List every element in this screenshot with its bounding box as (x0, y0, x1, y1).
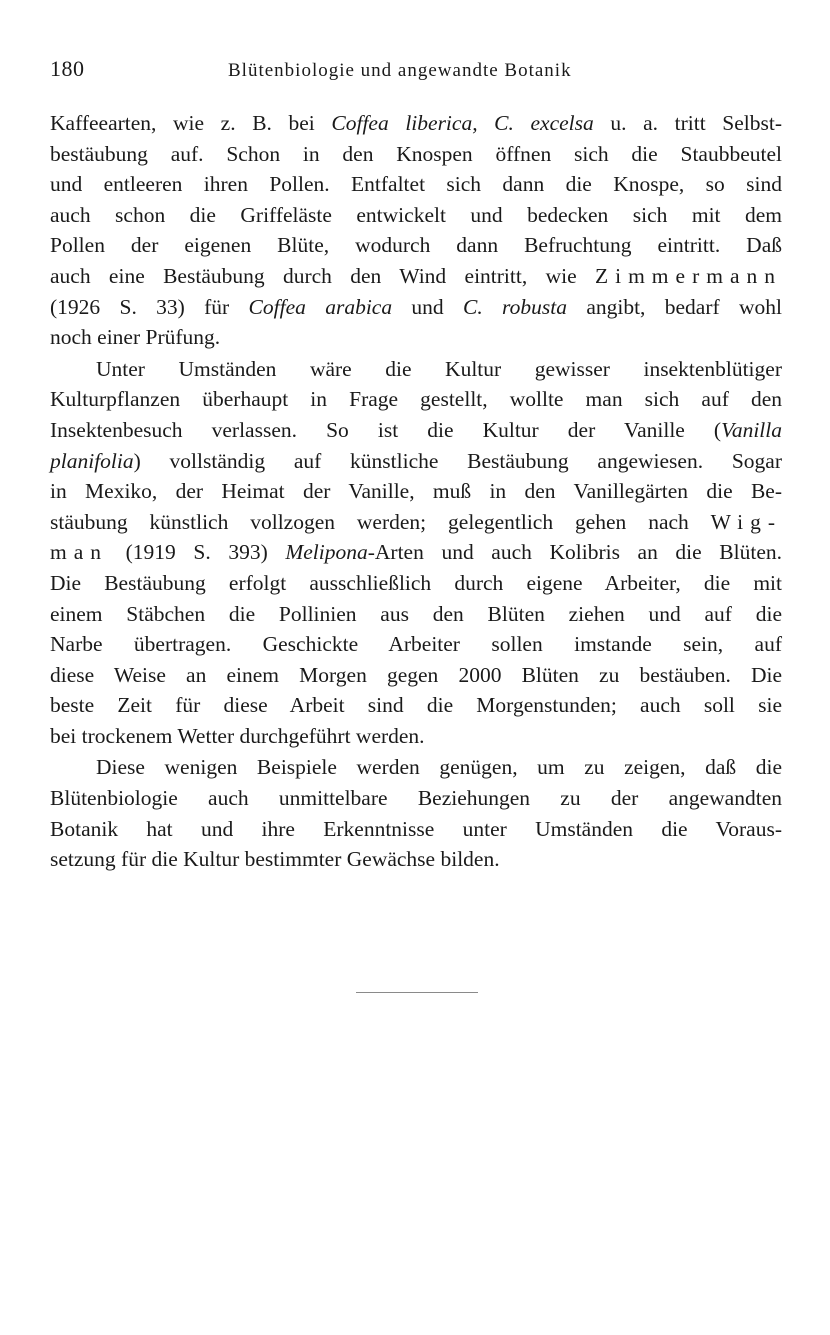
paragraph (50, 108, 782, 353)
spaced-name: Zimmermann (594, 263, 782, 288)
text-run: u. a. tritt Selbst- (593, 111, 782, 135)
text-run: Narbe übertragen. Geschickte Arbeiter sollen imstande sein, auf (50, 632, 782, 657)
text-run: bestäubung auf. Schon in den Knospen öffnen sich die Staubbeutel (50, 141, 782, 166)
text-line (50, 568, 782, 599)
text-run: Botanik hat und ihre Erkenntnisse unter Umständen die Voraus- (50, 816, 782, 841)
running-head (50, 56, 782, 86)
text-line (50, 446, 782, 477)
italic-text: Vanilla (721, 417, 782, 442)
text-run: auch schon die Griffeläste entwickelt und bedecken sich mit dem (50, 202, 782, 227)
italic-text: C. robusta (463, 294, 567, 319)
italic-text: Melipona (285, 540, 368, 565)
text-line (50, 721, 782, 752)
text-line (50, 384, 782, 415)
text-run: Die Bestäubung erfolgt ausschließlich durch eigene Arbeiter, die mit (50, 570, 782, 595)
text-run: Pollen der eigenen Blüte, wodurch dann Befruchtung eintritt. Daß (50, 233, 782, 258)
spaced-name: Wig- (710, 509, 782, 534)
text-run: auch eine Bestäubung durch den Wind eintritt, wie (50, 263, 595, 288)
text-line (50, 752, 782, 783)
text-line (50, 507, 782, 538)
text-run: Kulturpflanzen überhaupt in Frage gestellt, wollte man sich auf den (50, 387, 782, 412)
italic-text: Coffea arabica (248, 294, 393, 319)
paragraph (50, 752, 782, 874)
text-line (50, 292, 782, 323)
text-line (50, 599, 782, 630)
text-run: noch einer Prüfung. (50, 325, 221, 350)
text-run: Diese wenigen Beispiele werden genügen, um zu zeigen, daß die (96, 755, 782, 780)
body-text (50, 108, 782, 875)
text-line (50, 139, 782, 170)
text-line (50, 690, 782, 721)
text-run: (1926 S. 33) für (50, 294, 249, 319)
text-line (50, 230, 782, 261)
text-run: und (392, 294, 464, 319)
text-run: Unter Umständen wäre die Kultur gewisser insektenblütiger (96, 356, 782, 381)
text-run: in Mexiko, der Heimat der Vanille, muß in den Vanillegärten die Be- (50, 479, 782, 504)
text-run: einem Stäbchen die Pollinien aus den Blüten ziehen und auf die (50, 601, 782, 626)
paragraph (50, 354, 782, 752)
text-line (50, 200, 782, 231)
text-run: stäubung künstlich vollzogen werden; gelegentlich gehen nach (50, 509, 711, 534)
page-number: 180 (50, 56, 85, 81)
text-line (50, 354, 782, 385)
text-line (50, 814, 782, 845)
text-run: beste Zeit für diese Arbeit sind die Morgenstunden; auch soll sie (50, 693, 782, 718)
running-title: Blütenbiologie und angewandte Botanik (228, 60, 572, 81)
text-line (50, 169, 782, 200)
text-run: Insektenbesuch verlassen. So ist die Kultur der Vanille ( (50, 417, 722, 442)
text-line (50, 261, 782, 292)
text-run: (1919 S. 393) (108, 540, 286, 565)
text-line (50, 629, 782, 660)
text-run: ) vollständig auf künstliche Bestäubung angewiesen. Sogar (133, 448, 782, 473)
text-run: Kaffeearten, wie z. B. bei (50, 111, 332, 135)
italic-text: Coffea liberica, C. excelsa (331, 111, 594, 135)
text-run: bei trockenem Wetter durchgeführt werden. (50, 723, 425, 748)
text-run: angibt, bedarf wohl (566, 294, 782, 319)
text-line (50, 476, 782, 507)
spaced-name: man (50, 540, 109, 565)
italic-text: planifolia (50, 448, 134, 473)
text-line (50, 844, 782, 875)
text-run: und entleeren ihren Pollen. Entfaltet sich dann die Knospe, so sind (50, 172, 782, 197)
text-line (50, 322, 782, 353)
text-run: Blütenbiologie auch unmittelbare Beziehungen zu der angewandten (50, 786, 782, 811)
text-run: setzung für die Kultur bestimmter Gewächse bilden. (50, 847, 500, 872)
text-line (50, 783, 782, 814)
end-rule (356, 992, 478, 993)
text-run: diese Weise an einem Morgen gegen 2000 Blüten zu bestäuben. Die (50, 662, 782, 687)
text-line (50, 537, 782, 568)
text-line (50, 108, 782, 139)
text-line (50, 415, 782, 446)
text-line (50, 660, 782, 691)
text-run: -Arten und auch Kolibris an die Blüten. (367, 540, 783, 565)
